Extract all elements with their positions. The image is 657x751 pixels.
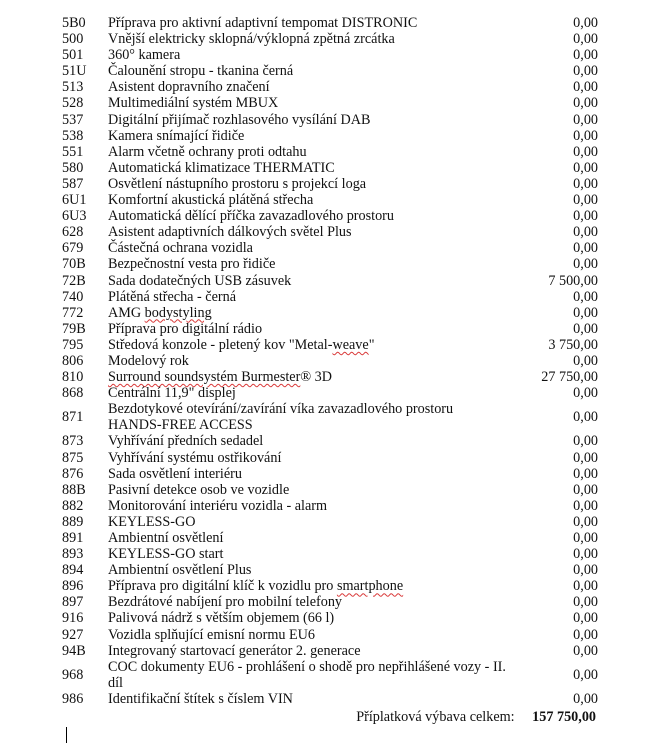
option-code: 873 — [62, 433, 84, 450]
table-row — [62, 401, 598, 433]
option-price: 0,00 — [573, 578, 598, 595]
option-description: Osvětlení nástupního prostoru s projekcí loga — [108, 175, 367, 192]
option-price: 0,00 — [573, 449, 598, 466]
table-row — [62, 514, 598, 530]
option-code: 871 — [62, 409, 84, 426]
option-code: 537 — [62, 111, 84, 128]
option-description: Modelový rok — [108, 352, 189, 369]
option-description: Palivová nádrž s větším objemem (66 l) — [108, 610, 335, 627]
option-price: 0,00 — [573, 530, 598, 546]
option-description — [108, 369, 508, 385]
table-row — [62, 144, 598, 160]
table-row — [62, 627, 598, 643]
option-code: 628 — [62, 224, 84, 241]
table-row — [62, 594, 598, 610]
option-price: 0,00 — [573, 626, 598, 643]
option-code: 6U1 — [62, 192, 87, 209]
table-row — [62, 353, 598, 369]
option-code: 72B — [62, 272, 86, 289]
option-description: Vozidla splňující emisní normu EU6 — [108, 626, 316, 643]
table-row — [62, 433, 598, 449]
spellcheck-flagged-word: Surround soundsystém Burmester — [108, 369, 301, 386]
option-code: 740 — [62, 288, 84, 305]
option-description: Sada osvětlení interiéru — [108, 465, 242, 482]
table-row — [62, 530, 598, 546]
table-row — [62, 240, 598, 256]
option-price: 0,00 — [573, 610, 598, 627]
text-cursor — [66, 727, 67, 743]
option-description: Ambientní osvětlení Plus — [108, 562, 252, 579]
option-code: 896 — [62, 578, 84, 595]
option-code: 500 — [62, 31, 84, 48]
option-price: 0,00 — [573, 63, 598, 80]
option-description: Pasivní detekce osob ve vozidle — [108, 481, 290, 498]
option-code: 891 — [62, 530, 84, 546]
table-row — [62, 208, 598, 224]
table-row — [62, 289, 598, 305]
option-description: COC dokumenty EU6 - prohlášení o shodě pro nepřihlášené vozy - II. díl — [108, 658, 506, 691]
spellcheck-flagged-word: bodystyling — [144, 304, 212, 321]
options-table — [62, 15, 598, 707]
option-description: Identifikační štítek s číslem VIN — [108, 690, 293, 707]
option-price: 0,00 — [573, 562, 598, 579]
option-code: 551 — [62, 143, 84, 160]
option-price: 0,00 — [573, 208, 598, 225]
table-row — [62, 192, 598, 208]
table-row — [62, 482, 598, 498]
table-row — [62, 256, 598, 272]
option-description: Plátěná střecha - černá — [108, 288, 237, 305]
option-price: 0,00 — [573, 594, 598, 611]
option-code: 806 — [62, 352, 84, 369]
option-description: Vnější elektricky sklopná/výklopná zpětná zrcátka — [108, 31, 395, 48]
table-row — [62, 385, 598, 401]
option-price: 0,00 — [573, 433, 598, 450]
option-price: 7 500,00 — [548, 272, 598, 289]
option-description: KEYLESS-GO — [108, 513, 196, 530]
option-price: 0,00 — [573, 304, 598, 321]
option-description: Příprava pro aktivní adaptivní tempomat DISTRONIC — [108, 15, 418, 31]
table-row — [62, 31, 598, 47]
option-price: 3 750,00 — [548, 336, 598, 353]
table-row — [62, 546, 598, 562]
option-code: 968 — [62, 666, 84, 683]
option-description: Automatická dělící příčka zavazadlového prostoru — [108, 208, 395, 225]
option-code: 882 — [62, 497, 84, 514]
option-description: Digitální přijímač rozhlasového vysílání DAB — [108, 111, 371, 128]
table-row — [62, 562, 598, 578]
option-description: Vyhřívání systému ostřikování — [108, 449, 282, 466]
option-price: 0,00 — [573, 240, 598, 257]
option-code: 88B — [62, 481, 86, 498]
table-row — [62, 659, 598, 691]
option-code: 5B0 — [62, 15, 86, 31]
table-row — [62, 112, 598, 128]
option-description: Kamera snímající řidiče — [108, 127, 245, 144]
option-price: 0,00 — [573, 95, 598, 112]
table-row — [62, 498, 598, 514]
option-code: 897 — [62, 594, 84, 611]
table-row — [62, 47, 598, 63]
option-code: 51U — [62, 63, 87, 80]
option-price: 0,00 — [573, 352, 598, 369]
option-code: 795 — [62, 336, 84, 353]
option-description: Bezdotykové otevírání/zavírání víka zavazadlového prostoru HANDS-FREE ACCESS — [108, 401, 454, 434]
table-row — [62, 466, 598, 482]
table-row — [62, 321, 598, 337]
option-code: 538 — [62, 127, 84, 144]
table-row — [62, 369, 598, 385]
options-table-body — [62, 15, 598, 707]
option-description: Automatická klimatizace THERMATIC — [108, 159, 335, 176]
table-row — [62, 128, 598, 144]
option-code: 94B — [62, 642, 86, 659]
option-description: Částečná ochrana vozidla — [108, 240, 253, 257]
option-price: 27 750,00 — [541, 369, 598, 386]
option-description: Monitorování interiéru vozidla - alarm — [108, 497, 328, 514]
option-code: 6U3 — [62, 208, 87, 225]
option-description: Sada dodatečných USB zásuvek — [108, 272, 292, 289]
table-row — [62, 63, 598, 79]
option-price: 0,00 — [573, 666, 598, 683]
option-description: Vyhřívání předních sedadel — [108, 433, 264, 450]
description-text: " — [368, 336, 375, 353]
option-price: 0,00 — [573, 465, 598, 482]
option-price: 0,00 — [573, 385, 598, 402]
option-description: 360° kamera — [108, 47, 181, 64]
option-code: 810 — [62, 369, 84, 386]
table-row — [62, 273, 598, 289]
description-text: AMG — [108, 304, 145, 321]
option-code: 513 — [62, 79, 84, 96]
option-code: 876 — [62, 465, 84, 482]
table-row — [62, 610, 598, 626]
table-row — [62, 643, 598, 659]
option-code: 772 — [62, 304, 84, 321]
table-row — [62, 79, 598, 95]
option-price: 0,00 — [573, 47, 598, 64]
option-description: Čalounění stropu - tkanina černá — [108, 63, 294, 80]
option-code: 679 — [62, 240, 84, 257]
option-description — [108, 305, 508, 321]
option-description: Bezpečnostní vesta pro řidiče — [108, 256, 276, 273]
option-price: 0,00 — [573, 288, 598, 305]
option-description: Ambientní osvětlení — [108, 530, 224, 546]
table-row — [62, 337, 598, 353]
table-row — [62, 176, 598, 192]
option-price: 0,00 — [573, 642, 598, 659]
option-code: 528 — [62, 95, 84, 112]
description-text: Středová konzole - pletený kov "Metal- — [108, 336, 333, 353]
table-row — [62, 160, 598, 176]
option-price: 0,00 — [573, 224, 598, 241]
option-code: 889 — [62, 513, 84, 530]
option-description: Asistent adaptivních dálkových světel Plus — [108, 224, 352, 241]
option-price: 0,00 — [573, 320, 598, 337]
option-price: 0,00 — [573, 256, 598, 273]
option-price: 0,00 — [573, 690, 598, 707]
total-row — [320, 709, 596, 726]
spellcheck-flagged-word: weave — [332, 336, 369, 353]
table-row — [62, 95, 598, 111]
option-price: 0,00 — [573, 175, 598, 192]
table-row — [62, 305, 598, 321]
option-code: 501 — [62, 47, 84, 64]
option-price: 0,00 — [573, 497, 598, 514]
spellcheck-flagged-word: smartphone — [336, 578, 404, 595]
option-description: Integrovaný startovací generátor 2. generace — [108, 642, 361, 659]
table-row — [62, 15, 598, 31]
option-price: 0,00 — [573, 409, 598, 426]
option-description — [108, 578, 508, 594]
option-price: 0,00 — [573, 15, 598, 31]
option-code: 894 — [62, 562, 84, 579]
option-price: 0,00 — [573, 79, 598, 96]
option-description: Asistent dopravního značení — [108, 79, 270, 96]
description-text: Příprava pro digitální klíč k vozidlu pro — [108, 578, 337, 595]
table-row — [62, 691, 598, 707]
option-code: 927 — [62, 626, 84, 643]
option-code: 986 — [62, 690, 84, 707]
option-code: 916 — [62, 610, 84, 627]
option-description: Alarm včetně ochrany proti odtahu — [108, 143, 307, 160]
option-code: 580 — [62, 159, 84, 176]
option-price: 0,00 — [573, 127, 598, 144]
option-description: Příprava pro digitální rádio — [108, 320, 263, 337]
description-text: ® 3D — [300, 369, 332, 386]
option-price: 0,00 — [573, 31, 598, 48]
option-description: Bezdrátové nabíjení pro mobilní telefony — [108, 594, 343, 611]
option-description: KEYLESS-GO start — [108, 546, 224, 563]
option-description: Komfortní akustická plátěná střecha — [108, 192, 314, 209]
option-description: Centrální 11,9" displej — [108, 385, 236, 402]
option-price: 0,00 — [573, 143, 598, 160]
table-row — [62, 578, 598, 594]
option-code: 875 — [62, 449, 84, 466]
total-value: 157 750,00 — [532, 709, 596, 725]
option-description: Multimediální systém MBUX — [108, 95, 279, 112]
option-code: 587 — [62, 175, 84, 192]
option-code: 70B — [62, 256, 86, 273]
table-row — [62, 450, 598, 466]
total-label: Příplatková výbava celkem: — [356, 709, 515, 725]
option-code: 868 — [62, 385, 84, 402]
option-price: 0,00 — [573, 192, 598, 209]
option-price: 0,00 — [573, 546, 598, 563]
option-price: 0,00 — [573, 159, 598, 176]
table-row — [62, 224, 598, 240]
option-price: 0,00 — [573, 513, 598, 530]
option-code: 79B — [62, 320, 86, 337]
option-price: 0,00 — [573, 481, 598, 498]
option-price: 0,00 — [573, 111, 598, 128]
option-description — [108, 337, 508, 353]
option-code: 893 — [62, 546, 84, 563]
